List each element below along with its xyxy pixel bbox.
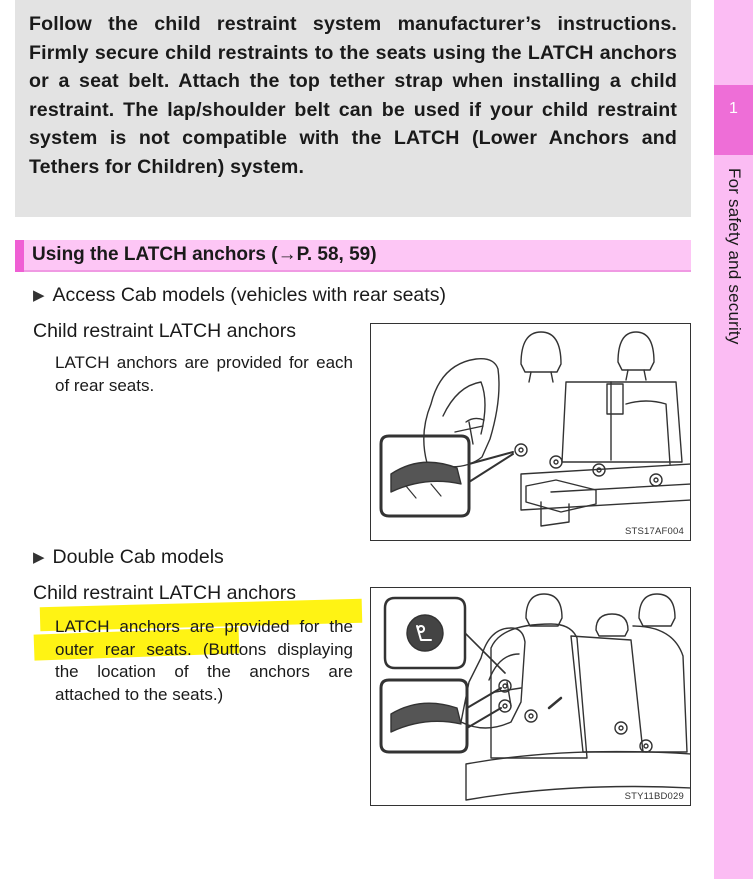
access-cab-seat-illustration bbox=[371, 324, 691, 541]
double-cab-seat-illustration bbox=[371, 588, 691, 806]
triangle-bullet-icon: ▶ bbox=[33, 549, 45, 566]
access-cab-heading bbox=[33, 284, 446, 307]
triangle-bullet-icon: ▶ bbox=[33, 287, 45, 304]
double-cab-description: LATCH anchors are provided for the outer rear seats. (Buttons displaying the location of the anchors are attached to the seats.) bbox=[55, 617, 353, 704]
double-cab-figure-code: STY11BD029 bbox=[624, 791, 684, 802]
chapter-tab[interactable] bbox=[714, 85, 753, 155]
chapter-number: 1 bbox=[729, 100, 738, 117]
notice-box bbox=[15, 0, 691, 217]
access-cab-heading-text: Access Cab models (vehicles with rear seats) bbox=[52, 284, 446, 306]
notice-text: Follow the child restraint system manufacturer’s instructions. Firmly secure child restraints to the seats using the LATCH anchors or a seat belt. Attach the top tether strap when installing a child restraint. The lap/shoulder belt can be used if your child restraint system is not compatible with the LATCH (Lower Anchors and Tethers for Children) system. bbox=[29, 13, 677, 178]
double-cab-heading bbox=[33, 546, 224, 569]
double-cab-heading-text: Double Cab models bbox=[52, 546, 224, 568]
section-title: Using the LATCH anchors (→P. 58, 59) bbox=[32, 244, 377, 265]
access-cab-description: LATCH anchors are provided for each of rear seats. bbox=[55, 353, 353, 395]
access-cab-figure bbox=[370, 323, 691, 541]
section-accent-bar bbox=[15, 240, 24, 272]
access-cab-figure-code: STS17AF004 bbox=[624, 526, 684, 537]
chapter-title: For safety and security bbox=[725, 168, 744, 345]
double-cab-label: Child restraint LATCH anchors bbox=[33, 582, 296, 604]
double-cab-figure bbox=[370, 587, 691, 806]
access-cab-label: Child restraint LATCH anchors bbox=[33, 320, 296, 342]
